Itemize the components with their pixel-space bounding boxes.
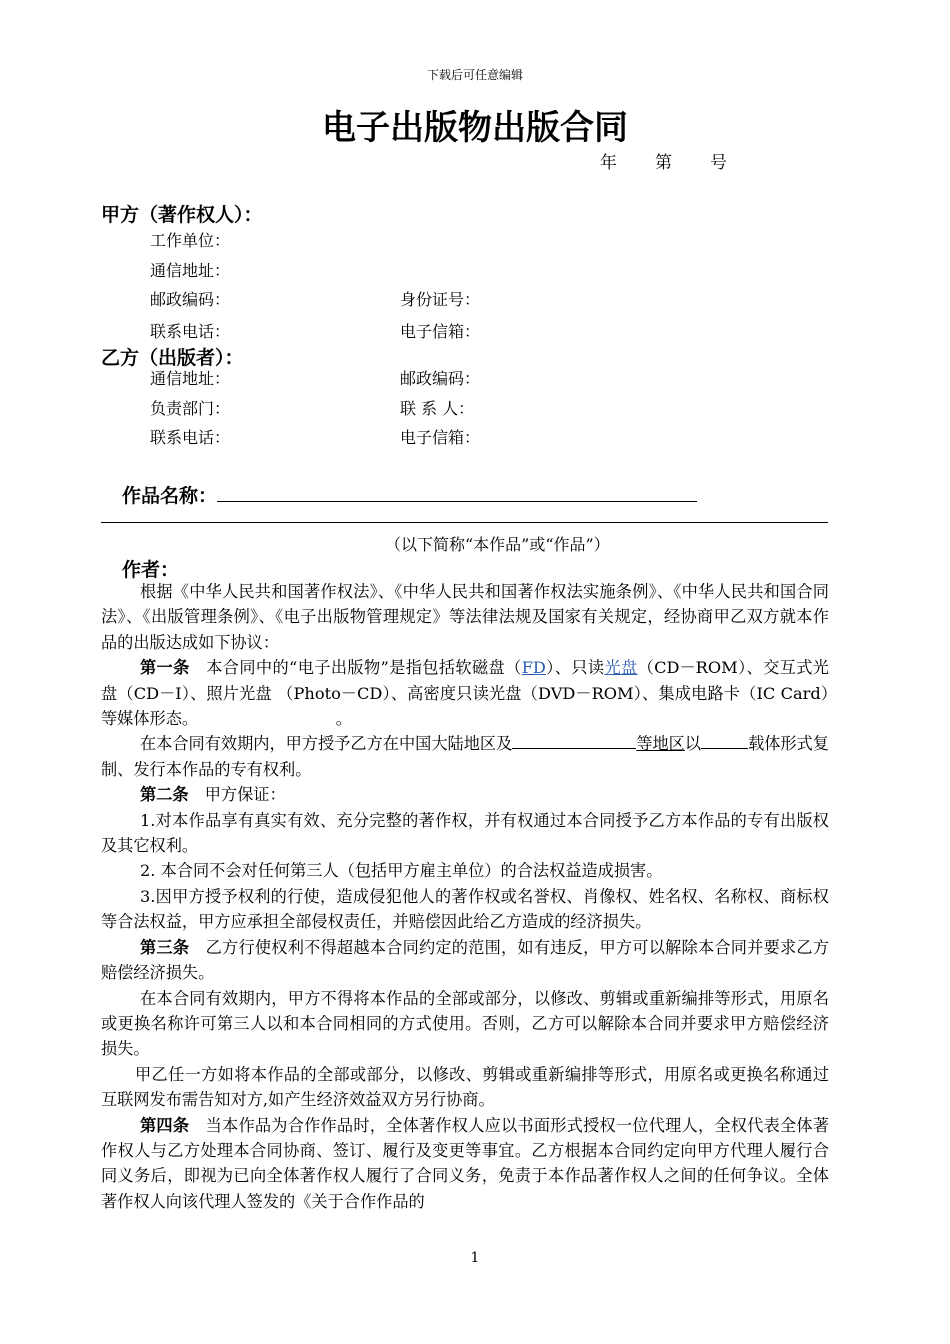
article-3 <box>101 935 829 986</box>
header-note: 下载后可任意编辑 <box>426 68 523 82</box>
article-4 <box>101 1113 829 1215</box>
article-2-label: 第二条 <box>140 785 189 805</box>
article-4-label: 第四条 <box>140 1115 190 1135</box>
article-3-label: 第三条 <box>140 937 190 957</box>
contract-number <box>600 148 727 173</box>
article-1-text-a: 本合同中的“电子出版物”是指包括软磁盘（ <box>189 658 522 678</box>
year-label: 年 <box>600 153 617 173</box>
article-2-item-3: 3.因甲方授予权利的行使，造成侵犯他人的著作权或名誉权、肖像权、姓名权、名称权、商标权等合法权益，甲方应承担全部侵权责任，并赔偿因此给乙方造成的经济损失。 <box>101 886 829 932</box>
party-a-id-number: 身份证号： <box>400 290 481 309</box>
abbreviation-note: （以下简称“本作品”或“作品”） <box>385 535 610 554</box>
disc-link[interactable]: 光盘 <box>604 658 638 678</box>
contract-body <box>101 579 829 1214</box>
number-prefix: 第 <box>655 153 672 173</box>
article-3-paragraph-2: 在本合同有效期内，甲方不得将本作品的全部或部分，以修改、剪辑或重新编排等形式，用原名或更换名称许可第三人以和本合同相同的方式使用。否则，乙方可以解除本合同并要求甲方赔偿经济损失。 <box>101 988 829 1059</box>
author-label: 作者： <box>122 559 180 581</box>
article-3-text: 乙方行使权利不得超越本合同约定的范围，如有违反，甲方可以解除本合同并要求乙方赔偿经济损失。 <box>101 937 830 983</box>
article-2-item-2: 2. 本合同不会对任何第三人（包括甲方雇主单位）的合法权益造成损害。 <box>140 861 663 881</box>
party-a-heading: 甲方（著作权人）： <box>101 204 263 226</box>
party-b-address: 通信地址： <box>150 369 231 388</box>
article-1 <box>101 655 829 731</box>
medium-blank <box>701 732 748 749</box>
article-2 <box>101 782 829 807</box>
article-1-p2-a: 在本合同有效期内，甲方授予乙方在中国大陆地区及 <box>140 734 513 754</box>
party-b-postcode: 邮政编码： <box>400 369 481 388</box>
region-blank <box>512 732 636 749</box>
article-2-intro: 甲方保证： <box>188 785 286 805</box>
article-3-paragraph-3: 甲乙任一方如将本作品的全部或部分，以修改、剪辑或重新编排等形式，用原名或更换名称通过互联网发布需告知对方,如产生经济效益双方另行协商。 <box>101 1064 829 1110</box>
article-1-p2-d: 载体形式复制、发行本作品的专有权利。 <box>101 734 829 779</box>
article-1-text-b: ）、只读 <box>545 658 605 678</box>
party-b-heading: 乙方（出版者）： <box>101 347 244 369</box>
party-a-address: 通信地址： <box>150 261 231 280</box>
article-1-label: 第一条 <box>140 658 190 678</box>
article-1-p2-b: 等地区 <box>636 734 685 754</box>
page-number: 1 <box>470 1250 480 1266</box>
party-b-email: 电子信箱： <box>400 428 481 447</box>
preamble: 根据《中华人民共和国著作权法》、《中华人民共和国著作权法实施条例》、《中华人民共和国合同法》、《出版管理条例》、《电子出版物管理规定》等法律法规及国家有关规定，经协商甲乙双方就本作品的出版达成如下协议： <box>101 582 829 652</box>
work-title-blank <box>217 483 697 502</box>
party-b-department: 负责部门： <box>150 399 231 418</box>
party-a-email: 电子信箱： <box>400 322 481 341</box>
article-1-paragraph-2 <box>101 731 829 782</box>
party-a-phone: 联系电话： <box>150 322 231 341</box>
article-1-p2-c: 以 <box>684 734 702 754</box>
work-title-row <box>122 481 697 508</box>
article-4-text: 当本作品为合作作品时，全体著作权人应以书面形式授权一位代理人，全权代表全体著作权人与乙方处理本合同协商、签订、履行及变更等事宜。乙方根据本合同约定向甲方代理人履行合同义务后，即视为已向全体著作权人履行了合同义务，免责于本作品著作权人之间的任何争议。全体著作权人向该代理人签发的《关于合作作品的 <box>101 1115 830 1211</box>
article-1-text-c: （CD－ROM）、交互式光盘（CD－I）、照片光盘 （Photo－CD）、高密度只读光盘（DVD－ROM）、集成电路卡（IC Card）等媒体形态。 。 <box>101 658 829 729</box>
number-suffix: 号 <box>710 153 727 173</box>
party-a-work-unit: 工作单位： <box>150 231 231 250</box>
party-b-phone: 联系电话： <box>150 428 231 447</box>
party-b-contact: 联 系 人： <box>400 399 475 418</box>
document-title: 电子出版物出版合同 <box>322 108 628 148</box>
fd-link[interactable]: FD <box>521 658 546 678</box>
article-2-item-1: 1.对本作品享有真实有效、充分完整的著作权，并有权通过本合同授予乙方本作品的专有出版权及其它权利。 <box>101 810 829 856</box>
work-title-label: 作品名称： <box>122 485 218 507</box>
separator-line <box>101 522 828 523</box>
party-a-postcode: 邮政编码： <box>150 290 231 309</box>
